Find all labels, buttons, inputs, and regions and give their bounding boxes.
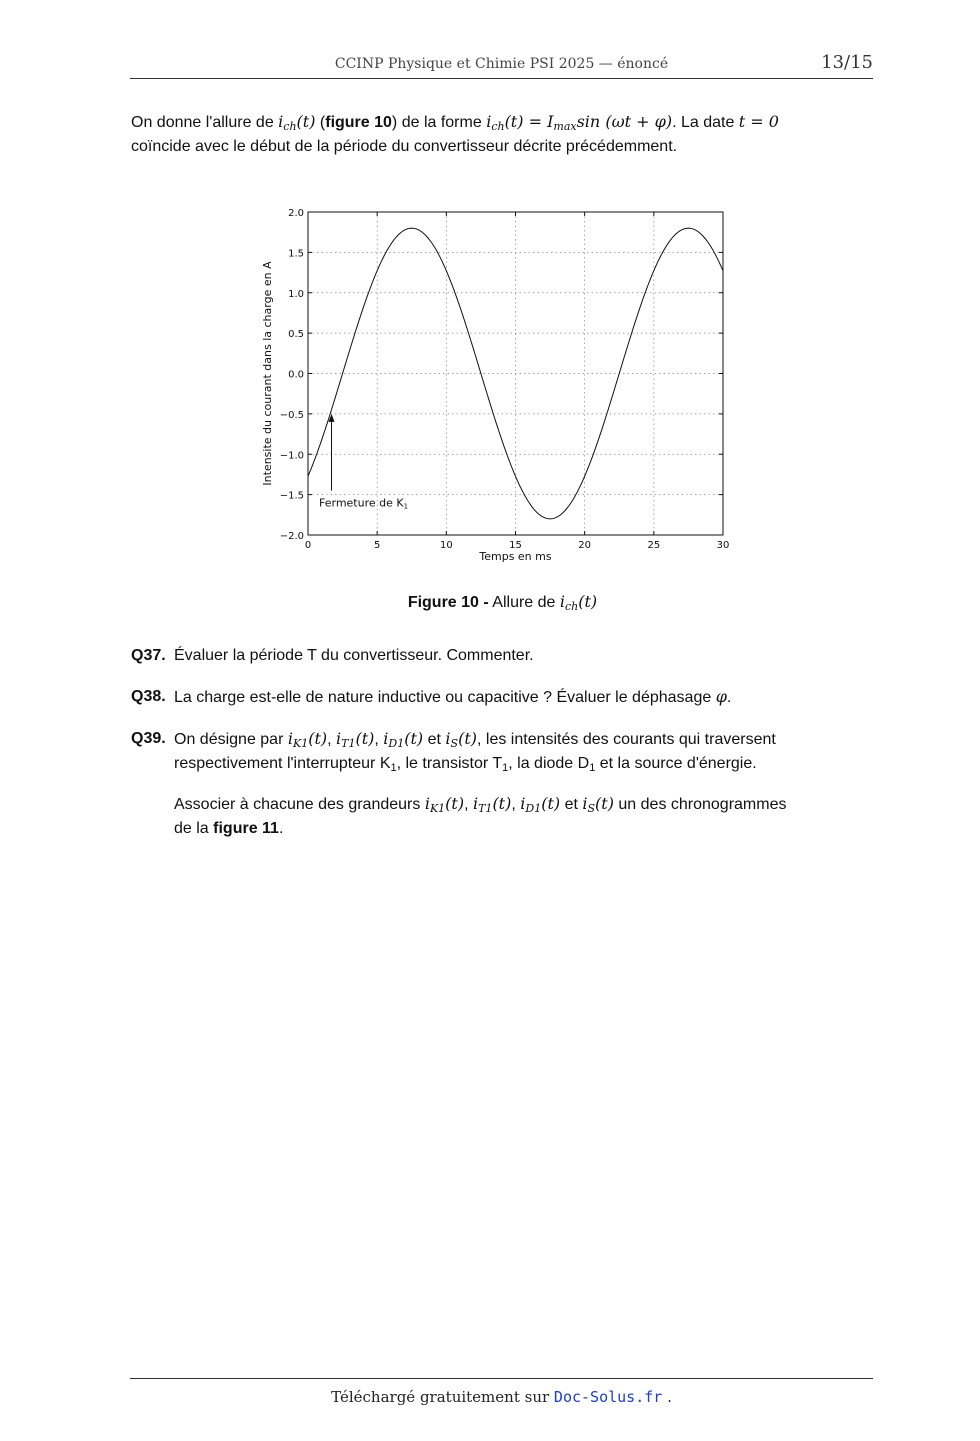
figure-ref: figure 10 bbox=[325, 114, 392, 131]
intro-text-5: coïncide avec le début de la période du convertisseur décrite précédemment. bbox=[131, 138, 678, 155]
page-footer bbox=[130, 1378, 873, 1406]
y-tick-label: 0.5 bbox=[288, 329, 304, 341]
x-tick-label: 25 bbox=[647, 540, 661, 551]
question-number: Q39. bbox=[131, 730, 166, 747]
question-text: La charge est-elle de nature inductive ou capacitive ? Évaluer le déphasage bbox=[174, 689, 716, 706]
x-tick-label: 10 bbox=[439, 540, 453, 551]
footer-text: Téléchargé gratuitement sur Doc-Solus.fr . bbox=[331, 1388, 672, 1406]
question-38: Q38. La charge est-elle de nature inductive ou capacitive ? Évaluer le déphasage φ. bbox=[131, 685, 876, 710]
page-number: 13/15 bbox=[821, 52, 873, 73]
y-tick-label: 1.5 bbox=[288, 248, 304, 260]
x-tick-label: 20 bbox=[578, 540, 592, 551]
chart-svg bbox=[250, 195, 750, 570]
question-text: Évaluer la période T du convertisseur. Commenter. bbox=[174, 647, 534, 664]
caption-label: Figure 10 - bbox=[407, 594, 489, 611]
figure-caption bbox=[130, 590, 875, 615]
x-tick-label: 5 bbox=[373, 540, 381, 551]
figure-10-chart bbox=[250, 195, 750, 570]
figure-11-ref: figure 11 bbox=[213, 820, 279, 837]
y-axis-label: Intensite du courant dans la charge en A bbox=[261, 261, 274, 486]
question-number: Q37. bbox=[131, 647, 166, 664]
question-39-associate: Associer à chacune des grandeurs $i_{K1}(t)$, $i_{T1}(t)$, $i_{D1}(t)$ et $i_S(t)$ un des chronogrammes de la figure 11. bbox=[174, 794, 787, 837]
annotation-label: Fermeture de K1 bbox=[319, 496, 409, 511]
formula: $i_{ch}(t) = I_{max}\sin$ (ωt + φ) bbox=[486, 112, 673, 133]
intro-paragraph bbox=[131, 110, 876, 159]
doc-solus-link[interactable]: Doc-Solus.fr bbox=[553, 1388, 663, 1406]
header-title: CCINP Physique et Chimie PSI 2025 — énoncé bbox=[334, 56, 669, 72]
phi-symbol: φ bbox=[715, 687, 727, 706]
question-number: Q38. bbox=[131, 688, 166, 705]
y-tick-label: −1.0 bbox=[279, 450, 304, 462]
y-tick-label: 1.0 bbox=[288, 288, 304, 300]
question-text: On désigne par $i_{K1}(t)$, $i_{T1}(t)$, $i_{D1}(t)$ et $i_S(t)$, les intensités des courants qui traversent respectivement l'interrupteur $K_1$, le transistor $T_1$, la diode $D_1$ et la source d'énergie. bbox=[174, 729, 776, 774]
x-tick-label: 30 bbox=[716, 540, 730, 551]
y-tick-label: 2.0 bbox=[288, 208, 304, 219]
intro-text-4: . La date bbox=[672, 114, 739, 131]
caption-text: Allure de bbox=[488, 594, 560, 611]
x-tick-label: 15 bbox=[509, 540, 522, 551]
ich-symbol: $i_{ch}(t)$ bbox=[278, 112, 316, 133]
intro-text-1: On donne l'allure de bbox=[131, 114, 279, 131]
y-tick-label: −2.0 bbox=[279, 531, 304, 542]
question-37 bbox=[131, 644, 876, 668]
t-zero: t = 0 bbox=[738, 112, 779, 131]
question-39 bbox=[131, 727, 876, 776]
x-tick-label: 0 bbox=[304, 540, 312, 551]
x-axis-label: Temps en ms bbox=[479, 550, 552, 563]
y-tick-label: −1.5 bbox=[279, 490, 304, 502]
caption-math: $i_{ch}(t)$ bbox=[559, 592, 598, 613]
y-tick-label: −0.5 bbox=[279, 409, 304, 421]
y-tick-label: 0.0 bbox=[288, 369, 304, 381]
page-header bbox=[130, 50, 873, 79]
intro-text-3: ) de la forme bbox=[391, 114, 487, 131]
intro-text-2: ( bbox=[315, 114, 326, 131]
